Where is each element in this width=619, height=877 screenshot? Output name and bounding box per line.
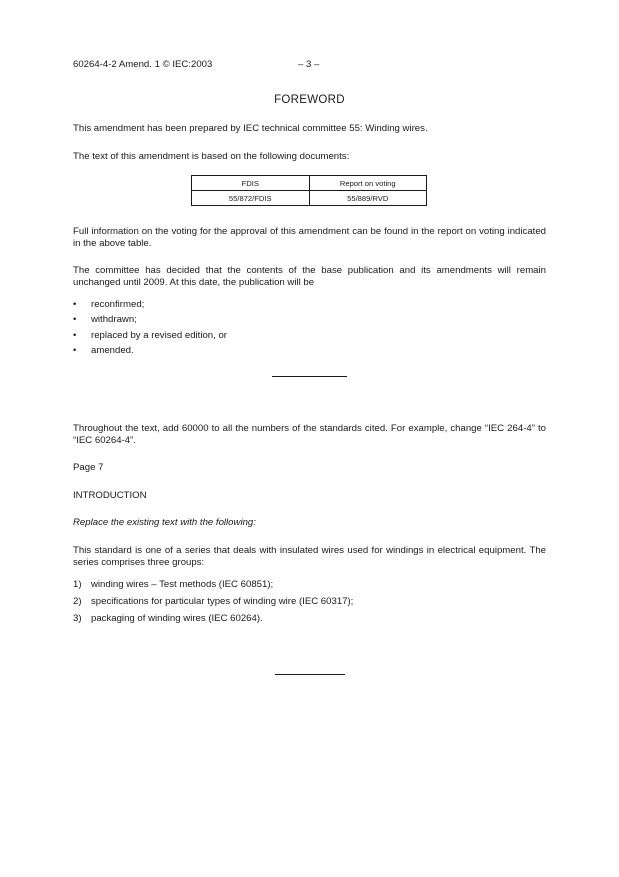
body-paragraph-5: Throughout the text, add 60000 to all the numbers of the standards cited. For example, change “IEC 264-4” to “IEC 60264-4”. xyxy=(73,423,546,446)
page-number: – 3 – xyxy=(298,59,320,70)
bullet-marker: • xyxy=(73,314,77,325)
section-title: INTRODUCTION xyxy=(73,490,147,501)
foreword-paragraph-3: Full information on the voting for the approval of this amendment can be found in the report on voting indicated in the above table. xyxy=(73,226,546,249)
bullet-text: reconfirmed; xyxy=(91,299,145,310)
page-reference: Page 7 xyxy=(73,462,104,473)
foreword-paragraph-1: This amendment has been prepared by IEC technical committee 55: Winding wires. xyxy=(73,123,428,134)
foreword-paragraph-2: The text of this amendment is based on the following documents: xyxy=(73,151,350,162)
bullet-marker: • xyxy=(73,299,77,310)
list-text: packaging of winding wires (IEC 60264). xyxy=(91,613,263,624)
table-row xyxy=(192,191,427,206)
table-header-row xyxy=(192,176,427,191)
list-number: 3) xyxy=(73,613,82,624)
bullet-text: amended. xyxy=(91,345,134,356)
bullet-marker: • xyxy=(73,330,77,341)
voting-documents-table xyxy=(191,175,427,206)
list-text: winding wires – Test methods (IEC 60851); xyxy=(91,579,274,590)
document-reference: 60264-4-2 Amend. 1 © IEC:2003 xyxy=(73,59,213,70)
end-divider xyxy=(275,674,345,675)
table-header-cell: Report on voting xyxy=(309,176,427,191)
bullet-text: replaced by a revised edition, or xyxy=(91,330,227,341)
table-cell: 55/872/FDIS xyxy=(192,191,310,206)
foreword-paragraph-4: The committee has decided that the contents of the base publication and its amendments will remain unchanged until 2009. At this date, the publication will be xyxy=(73,265,546,288)
body-paragraph-6: This standard is one of a series that deals with insulated wires used for windings in electrical equipment. The series comprises three groups: xyxy=(73,545,546,568)
bullet-marker: • xyxy=(73,345,77,356)
bullet-text: withdrawn; xyxy=(91,314,137,325)
list-text: specifications for particular types of winding wire (IEC 60317); xyxy=(91,596,354,607)
list-number: 2) xyxy=(73,596,82,607)
instruction-text: Replace the existing text with the following: xyxy=(73,517,256,528)
table-cell: 55/889/RVD xyxy=(309,191,427,206)
list-number: 1) xyxy=(73,579,82,590)
table-header-cell: FDIS xyxy=(192,176,310,191)
foreword-title: FOREWORD xyxy=(274,94,345,106)
section-divider xyxy=(272,376,347,377)
